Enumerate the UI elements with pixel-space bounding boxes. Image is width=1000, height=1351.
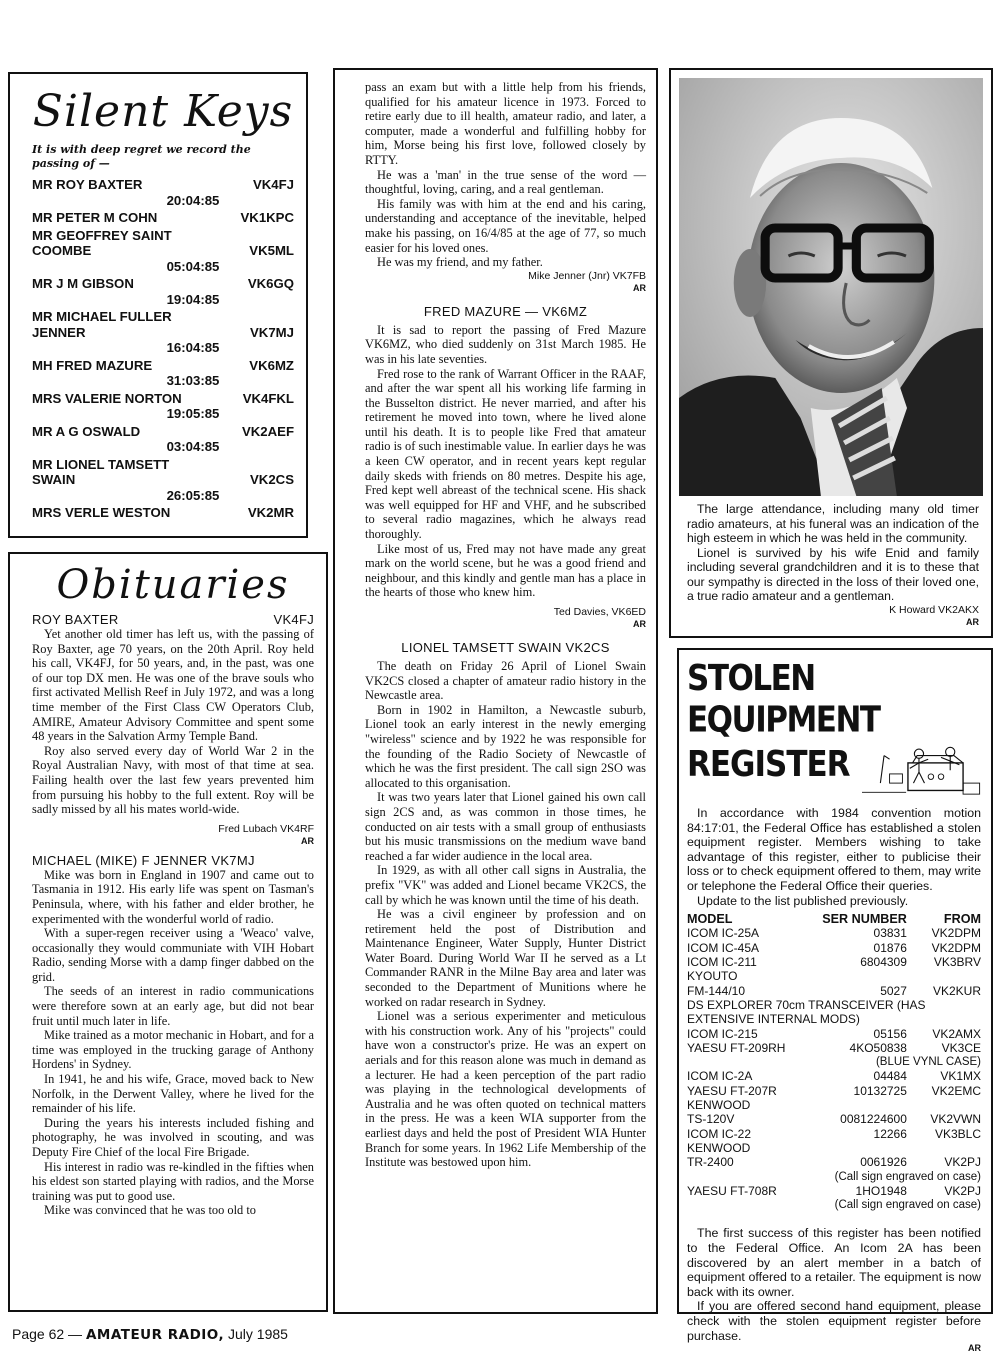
table-row	[687, 955, 981, 969]
baxter-signature: Fred Lubach VK4RF	[218, 822, 314, 835]
paragraph: If you are offered second hand equipment, please check with the stolen equipment register before purchase.	[687, 1299, 981, 1343]
table-row	[687, 1027, 981, 1041]
paragraph: Mike trained as a motor mechanic in Hobart, and for a time was employed in the trucking garage of Anthony Hordens' in Sydney.	[32, 1028, 314, 1072]
page-footer	[12, 1326, 288, 1343]
table-row	[687, 1069, 981, 1083]
silent-key-entry	[32, 177, 294, 208]
portrait-panel	[669, 68, 993, 638]
silent-key-date: 05:04:85	[166, 258, 220, 274]
silent-key-date: 03:04:85	[166, 439, 220, 454]
table-row	[687, 1184, 981, 1198]
paragraph: The large attendance, including many old timer radio amateurs, at his funeral was an indication of the high esteem in which he was held in the community.	[687, 502, 979, 545]
model-cell: ICOM IC-45A	[687, 940, 760, 955]
silent-key-callsign: VK2AEF	[241, 423, 294, 439]
paragraph: Born in 1902 in Hamilton, a Newcastle suburb, Lionel took an early interest in the newly emerging "wireless" science and by 1922 he was responsible for the founding of the Radio Society of Newcastle of which he was the first president. The call sign 2SO was allocated to this organisation.	[365, 702, 646, 790]
from-cell	[913, 1098, 981, 1112]
silent-key-entry	[32, 457, 294, 504]
register-intro-block	[687, 806, 981, 908]
obituaries-title: Obituaries	[56, 562, 290, 608]
equipment-table	[687, 912, 981, 1212]
register-title-line2: REGISTER	[687, 744, 850, 786]
silent-key-entry	[32, 391, 294, 422]
table-row	[687, 1112, 981, 1126]
baxter-heading	[32, 612, 314, 627]
paragraph: He was a 'man' in the true sense of the word — thoughtful, loving, caring, and a real gentleman.	[365, 167, 646, 197]
serial-cell	[801, 969, 913, 983]
column-header: MODEL	[687, 912, 733, 927]
note-cell: (Call sign engraved on case)	[834, 1170, 981, 1183]
serial-cell: 5027	[880, 983, 907, 998]
paragraph: The seeds of an interest in radio communications were therefore sown at an early age, but did not bear fruit until much later in life.	[32, 984, 314, 1028]
paragraph: The death on Friday 26 April of Lionel Swain VK2CS closed a chapter of amateur radio history in the Newcastle area.	[365, 659, 646, 703]
mazure-end-mark: AR	[633, 619, 646, 629]
table-row	[687, 1041, 981, 1055]
register-closing	[687, 1226, 981, 1343]
baxter-body	[32, 627, 314, 817]
model-cell: KENWOOD	[687, 1140, 751, 1155]
serial-cell: 03831	[873, 926, 907, 941]
jenner-body	[32, 868, 314, 1218]
silent-keys-list	[32, 177, 294, 521]
serial-cell: 05156	[873, 1026, 907, 1041]
paragraph: Lionel was a serious experimenter and meticulous with his construction work. Any of his "projects" could have won a constructor's prize. He was an expert on aerials and for this reason alone was much in demand as a lecturer. He had a keen perception of the part radio was playing in the technological developments of Australia and he was often quoted on technical matters in the press. He was a keen WIA supporter from the earliest days and held the post of President WIA Hunter Branch for some years. In 1962 Life Membership of the Institute was bestowed upon him.	[365, 1009, 646, 1170]
serial-cell	[801, 1141, 913, 1155]
paragraph: His interest in radio was re-kindled in the fifties when his eldest son started playing with radios, and the Morse training was put to good use.	[32, 1159, 314, 1203]
silent-key-entry	[32, 358, 294, 389]
portrait-photo	[679, 78, 983, 496]
paragraph: He was my friend, and my father.	[377, 255, 543, 270]
page-number: Page 62 —	[12, 1326, 83, 1342]
silent-keys-intro: It is with deep regret we record the passing of —	[32, 143, 251, 170]
table-row	[687, 998, 981, 1027]
mazure-heading: FRED MAZURE — VK6MZ	[423, 303, 588, 319]
silent-key-row	[32, 177, 294, 193]
column-header: FROM	[943, 912, 981, 927]
paragraph: It is sad to report the passing of Fred Mazure VK6MZ, who died suddenly on 31st March 1985. He was in his late seventies.	[365, 322, 646, 366]
register-update-note: Update to the list published previously.	[697, 893, 909, 908]
paragraph: Like most of us, Fred may not have made any great mark on the world scene, but he was a good friend and neighbour, and this kindly and gentle man has a place in the hearts of those who knew him.	[365, 541, 646, 600]
table-row	[687, 1155, 981, 1169]
jenner-continued	[365, 80, 646, 270]
table-row	[687, 1098, 981, 1112]
from-cell: VK2KUR	[932, 983, 981, 998]
silent-key-name: MR A G OSWALD	[32, 423, 141, 439]
silent-key-row	[32, 210, 294, 226]
silent-key-row	[32, 228, 294, 259]
issue-date: July 1985	[228, 1326, 288, 1342]
serial-cell: 10132725	[853, 1083, 907, 1098]
stolen-equipment-register	[677, 648, 993, 1351]
silent-key-name: MR J M GIBSON	[32, 276, 134, 291]
silent-key-callsign: VK6GQ	[247, 276, 294, 291]
model-cell: TS-120V	[687, 1112, 735, 1127]
silent-key-row	[32, 391, 294, 407]
paragraph: Mike was convinced that he was too old to	[44, 1203, 256, 1218]
model-cell: ICOM IC-22	[687, 1126, 752, 1141]
silent-key-name: MR ROY BAXTER	[32, 177, 143, 192]
note-cell: (Call sign engraved on case)	[834, 1199, 981, 1212]
silent-key-name: MR GEOFFREY SAINT COOMBE	[32, 227, 172, 258]
silent-key-name: MH FRED MAZURE	[32, 357, 153, 373]
silent-key-entry	[32, 309, 294, 356]
from-cell: VK1MX	[940, 1069, 981, 1084]
photo-caption	[679, 496, 983, 628]
paragraph: He was a civil engineer by profession and on retirement held the post of Distribution and Maintenance Engineer, Water Supply, Hunter District Water Board. During World War II he served as a Lt Commander RANR in the Milne Bay area and later was seconded to the Department of Munitions where he worked on radar research in Sydney.	[365, 907, 646, 1009]
caption-signature: K Howard VK2AKX	[889, 603, 979, 616]
model-cell: DS EXPLORER 70cm TRANSCEIVER (HAS EXTENSIVE INTERNAL MODS)	[687, 997, 926, 1027]
paragraph: Roy also served every day of World War 2 in the Royal Australian Navy, with most of that time at sea. Failing health over the last few years prevented him from pursuing his hobby to the full extent. Roy will be sadly missed by all his mates world-wide.	[32, 743, 314, 817]
from-cell: VK2AMX	[932, 1026, 981, 1041]
silent-key-callsign: VK1KPC	[240, 210, 294, 225]
thief-cartoon-icon	[862, 744, 981, 802]
model-cell: ICOM IC-2A	[687, 1069, 753, 1084]
table-row	[687, 941, 981, 955]
silent-key-name: MRS VERLE WESTON	[32, 505, 171, 520]
silent-key-row	[32, 505, 294, 521]
jenner-signature: Mike Jenner (Jnr) VK7FB	[528, 269, 646, 282]
baxter-end-mark: AR	[301, 835, 314, 846]
mazure-signature: Ted Davies, VK6ED	[553, 606, 646, 618]
silent-key-row	[32, 276, 294, 292]
model-cell: KYOUTO	[687, 969, 738, 984]
silent-key-callsign: VK2CS	[250, 472, 294, 487]
table-row	[687, 1141, 981, 1155]
silent-key-entry	[32, 228, 294, 275]
paragraph: Yet another old timer has left us, with the passing of Roy Baxter, age 70 years, on the 20th April. Roy held his call, VK4FJ, for 50 years, and, in the past, was one of our top DX men. He was one of the brave souls who first activated Mellish Reef in July 1972, and was a long time member of the First Class CW Operators Club, AMIRE, Amateur Advisory Committee and spent some 48 years in the Salvation Army Temple Band.	[32, 627, 314, 744]
serial-cell: 4KO50838	[849, 1040, 907, 1055]
paragraph: Mike was born in England in 1907 and came out to Tasmania in 1912. His early life was spent on Tasman's Peninsula, where, with his father and elder brother, he experimented with the wonderful world of radio.	[32, 867, 314, 926]
obituaries-panel	[8, 552, 328, 1312]
silent-key-name: MR PETER M COHN	[32, 210, 158, 225]
paragraph: With a super-regen receiver using a 'Weaco' valve, occasionally they would communiate with VIH Hobart Radio, sending Morse with a damp finger dabbed on the grid.	[32, 926, 314, 984]
from-cell: VK2DPM	[931, 926, 981, 941]
swain-heading: LIONEL TAMSETT SWAIN VK2CS	[401, 640, 610, 655]
serial-cell: 1HO1948	[855, 1183, 907, 1198]
serial-cell: 6804309	[860, 955, 907, 970]
serial-cell: 01876	[873, 940, 907, 955]
table-row	[687, 1198, 981, 1212]
silent-key-callsign: VK6MZ	[249, 357, 294, 373]
silent-key-callsign: VK4FKL	[242, 390, 294, 406]
paragraph: In 1941, he and his wife, Grace, moved back to New Norfolk, in the Derwent Valley, where he lived for the remainder of his life.	[32, 1072, 314, 1116]
model-cell: KENWOOD	[687, 1098, 751, 1113]
serial-cell: 12266	[873, 1126, 907, 1141]
table-row	[687, 926, 981, 940]
silent-key-callsign: VK7MJ	[250, 324, 294, 340]
jenner-end-mark: AR	[633, 282, 646, 293]
serial-cell	[801, 1098, 913, 1112]
table-row	[687, 1127, 981, 1141]
middle-column	[333, 68, 658, 1314]
baxter-call: VK4FJ	[273, 612, 314, 627]
serial-cell: 04484	[873, 1069, 907, 1084]
table-row	[687, 1055, 981, 1069]
swain-body	[365, 659, 646, 1170]
paragraph: In 1929, as with all other call signs in Australia, the prefix "VK" was added and Lionel became VK2CS, the call by which he was known until the time of his death.	[365, 863, 646, 907]
model-cell: YAESU FT-207R	[687, 1083, 777, 1098]
silent-key-date: 26:05:85	[166, 487, 220, 503]
silent-key-callsign: VK4FJ	[252, 177, 294, 192]
silent-key-entry	[32, 505, 294, 521]
silent-key-row	[32, 309, 294, 340]
silent-key-entry	[32, 210, 294, 226]
mazure-body	[365, 323, 646, 600]
register-intro: In accordance with 1984 convention motion 84:17:01, the Federal Office has established a stolen equipment register. Members wishing to take advantage of this register, either to publicise their loss or to check equipment offered to them, may write or telephone the Federal Office their queries.	[687, 806, 981, 893]
model-cell: YAESU FT-209RH	[687, 1040, 786, 1055]
table-row	[687, 1170, 981, 1184]
silent-key-date: 20:04:85	[166, 192, 220, 208]
from-cell: VK3BRV	[933, 955, 981, 970]
from-cell: VK2PJ	[944, 1155, 981, 1170]
from-cell: VK2VWN	[930, 1112, 981, 1127]
table-row	[687, 1084, 981, 1098]
silent-key-callsign: VK5ML	[249, 243, 294, 258]
jenner-heading: MICHAEL (MIKE) F JENNER VK7MJ	[32, 852, 255, 868]
silent-key-name: MR MICHAEL FULLER JENNER	[32, 309, 172, 340]
silent-keys-title: Silent Keys	[32, 86, 294, 137]
silent-keys-panel	[8, 72, 308, 538]
silent-key-callsign: VK2MR	[247, 505, 294, 520]
from-cell: VK3CE	[941, 1040, 981, 1055]
paragraph: His family was with him at the end and his caring, understanding and acceptance of the inevitable, helped make his passing, on 16/4/85 at the age of 77, so much easier for his loved ones.	[365, 196, 646, 255]
paragraph: It was two years later that Lionel gained his own call sign 2CS and, as was common in those times, he conducted on air tests with a small group of enthusiasts but his music transmissions on the medium wave band reached a far wider audience in the local area.	[365, 790, 646, 863]
silent-key-date: 16:04:85	[166, 340, 220, 355]
table-row	[687, 969, 981, 983]
from-cell: VK2DPM	[931, 940, 981, 955]
register-end-mark: AR	[968, 1343, 981, 1351]
silent-key-row	[32, 424, 294, 440]
silent-key-date: 19:05:85	[166, 406, 220, 421]
column-header: SER NUMBER	[822, 912, 907, 927]
paragraph: The first success of this register has been notified to the Federal Office. An Icom 2A has been discovered by an alert member in a batch of equipment offered to a retailer. The equipment is now back with its owner.	[687, 1226, 981, 1299]
silent-key-date: 19:04:85	[166, 291, 220, 307]
from-cell: VK3BLC	[934, 1126, 981, 1141]
silent-key-row	[32, 457, 294, 488]
model-cell: ICOM IC-25A	[687, 926, 760, 941]
register-title-line1: STOLEN EQUIPMENT	[687, 658, 880, 741]
silent-key-row	[32, 358, 294, 374]
silent-key-entry	[32, 276, 294, 307]
model-cell: TR-2400	[687, 1155, 734, 1170]
model-cell: ICOM IC-215	[687, 1026, 758, 1041]
magazine-name: AMATEUR RADIO,	[85, 1327, 225, 1343]
paragraph: During the years his interests included fishing and photography, he was involved in scouting, and was Deputy Fire Chief of the local Fire Brigade.	[32, 1115, 314, 1159]
model-cell: ICOM IC-211	[687, 955, 757, 970]
paragraph: pass an exam but with a little help from his friends, qualified for his amateur licence in 1973. Forced to retire early due to ill health, amateur radio, and later, a computer, made a wonderful and fulfilling hobby for him, Morse being his first love, followed closely by RTTY.	[365, 80, 646, 167]
caption-end-mark: AR	[966, 616, 979, 627]
silent-key-date: 31:03:85	[166, 373, 220, 388]
silent-key-entry	[32, 424, 294, 455]
model-cell: FM-144/10	[687, 983, 746, 998]
baxter-name: ROY BAXTER	[32, 612, 119, 627]
model-cell: YAESU FT-708R	[687, 1183, 777, 1198]
note-cell: (BLUE VYNL CASE)	[875, 1056, 981, 1069]
from-cell: VK2EMC	[931, 1083, 981, 1098]
table-row	[687, 984, 981, 998]
paragraph: Lionel is survived by his wife Enid and family including several grandchildren and it is to these that our sympathy is directed in the loss of their loved one, a true radio amateur and a gentleman.	[687, 545, 979, 603]
silent-key-name: MRS VALERIE NORTON	[32, 390, 182, 406]
serial-cell: 0081224600	[840, 1112, 907, 1127]
silent-key-name: MR LIONEL TAMSETT SWAIN	[32, 456, 170, 487]
paragraph: Fred rose to the rank of Warrant Officer in the RAAF, and after the war spent all his working life farming in the Busselton district. He never married, and after his retirement he moved into town, where he lived alone until his death. It is to people like Fred that amateur radio is of such inestimable value. In earlier days he was a keen CW operator, and in recent years kept regular daily skeds with friends on 80 metres. Despite his age, Fred kept well abreast of the technical scene. His shack was well equipped for HF and VHF, and he subscribed to several radio magazines, which he always read thoroughly.	[365, 366, 646, 542]
serial-cell: 0061926	[860, 1155, 907, 1170]
from-cell	[913, 969, 981, 983]
from-cell	[913, 1141, 981, 1155]
from-cell: VK2PJ	[944, 1183, 981, 1198]
